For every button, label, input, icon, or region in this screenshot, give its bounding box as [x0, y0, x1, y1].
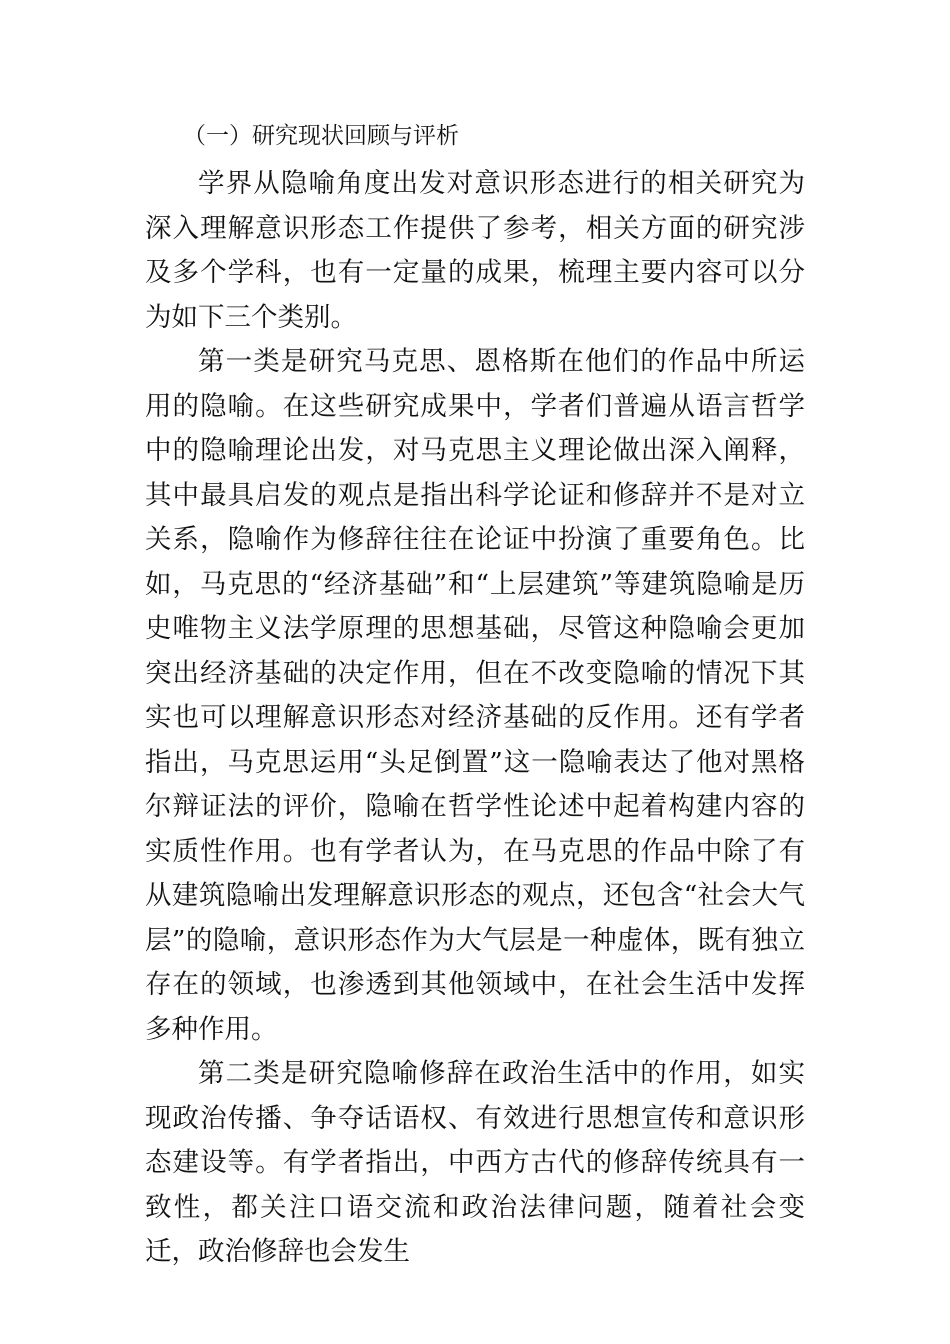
paragraph-category-two: 第二类是研究隐喻修辞在政治生活中的作用，如实现政治传播、争夺话语权、有效进行思想宣传和意识形态建设等。有学者指出，中西方古代的修辞传统具有一致性，都关注口语交流和政治法律问题，随着社会变迁，政治修辞也会发生 [145, 1058, 805, 1267]
section-heading: （一）研究现状回顾与评析 [183, 123, 459, 149]
paragraph-intro: 学界从隐喻角度出发对意识形态进行的相关研究为深入理解意识形态工作提供了参考，相关方面的研究涉及多个学科，也有一定量的成果，梳理主要内容可以分为如下三个类别。 [145, 168, 805, 333]
document-body [145, 118, 805, 1275]
paragraph-category-one: 第一类是研究马克思、恩格斯在他们的作品中所运用的隐喻。在这些研究成果中，学者们普遍从语言哲学中的隐喻理论出发，对马克思主义理论做出深入阐释，其中最具启发的观点是指出科学论证和修辞并不是对立关系，隐喻作为修辞往往在论证中扮演了重要角色。比如，马克思的“经济基础”和“上层建筑”等建筑隐喻是历史唯物主义法学原理的思想基础，尽管这种隐喻会更加突出经济基础的决定作用，但在不改变隐喻的情况下其实也可以理解意识形态对经济基础的反作用。还有学者指出，马克思运用“头足倒置”这一隐喻表达了他对黑格尔辩证法的评价，隐喻在哲学性论述中起着构建内容的实质性作用。也有学者认为，在马克思的作品中除了有从建筑隐喻出发理解意识形态的观点，还包含“社会大气层”的隐喻，意识形态作为大气层是一种虚体，既有独立存在的领域，也渗透到其他领域中，在社会生活中发挥多种作用。 [145, 346, 805, 1045]
